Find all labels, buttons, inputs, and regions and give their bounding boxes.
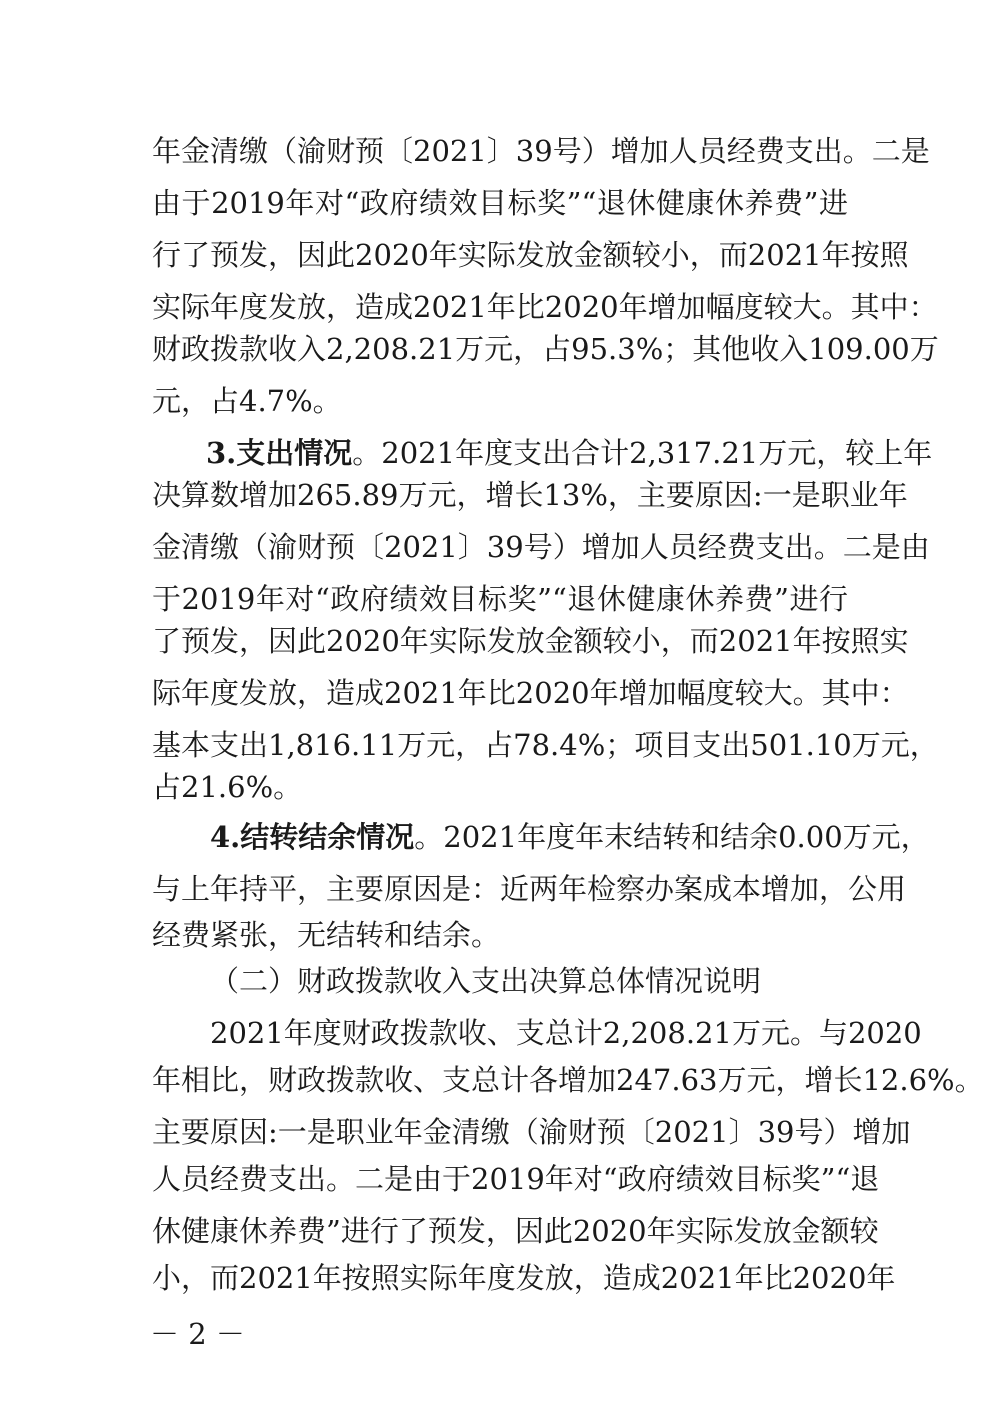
text-line: 基本支出1,816.11万元，占78.4%；项目支出501.10万元， — [152, 728, 939, 762]
text-line: 决算数增加265.89万元，增长13%，主要原因:一是职业年 — [152, 478, 908, 512]
run-in-text: 。2021年度年末结转和结余0.00万元， — [414, 820, 930, 854]
run-in-heading: 4.结转结余情况 — [210, 820, 415, 854]
text-line: 经费紧张，无结转和结余。 — [152, 918, 501, 952]
run-in-heading: 3.支出情况 — [206, 436, 353, 470]
text-line: 于2019年对“政府绩效目标奖”“退休健康休养费”进行 — [152, 582, 848, 616]
text-line: 实际年度发放，造成2021年比2020年增加幅度较大。其中： — [152, 290, 938, 324]
section-3-heading-line — [206, 433, 933, 473]
text-line: 2021年度财政拨款收、支总计2,208.21万元。与2020 — [210, 1016, 922, 1050]
text-line: 人员经费支出。二是由于2019年对“政府绩效目标奖”“退 — [152, 1162, 880, 1196]
text-line: 小，而2021年按照实际年度发放，造成2021年比2020年 — [152, 1261, 896, 1295]
text-line: 了预发，因此2020年实际发放金额较小，而2021年按照实 — [152, 624, 909, 658]
text-line: 年相比，财政拨款收、支总计各增加247.63万元，增长12.6%。 — [152, 1063, 984, 1097]
text-line: 主要原因:一是职业年金清缴（渝财预〔2021〕39号）增加 — [152, 1115, 911, 1149]
text-line: 金清缴（渝财预〔2021〕39号）增加人员经费支出。二是由 — [152, 530, 930, 564]
run-in-text: 。2021年度支出合计2,317.21万元，较上年 — [352, 436, 933, 470]
section-4-heading-line — [210, 817, 930, 857]
page-number: － 2 － — [150, 1317, 245, 1351]
text-line: 财政拨款收入2,208.21万元，占95.3%；其他收入109.00万 — [152, 332, 939, 366]
text-line: 元，占4.7%。 — [152, 384, 342, 418]
text-line: 年金清缴（渝财预〔2021〕39号）增加人员经费支出。二是 — [152, 134, 930, 168]
subsection-heading: （二）财政拨款收入支出决算总体情况说明 — [210, 964, 762, 998]
text-line: 休健康休养费”进行了预发，因此2020年实际发放金额较 — [152, 1214, 879, 1248]
text-line: 行了预发，因此2020年实际发放金额较小，而2021年按照 — [152, 238, 909, 272]
text-line: 与上年持平，主要原因是：近两年检察办案成本增加，公用 — [152, 872, 907, 906]
text-line: 际年度发放，造成2021年比2020年增加幅度较大。其中： — [152, 676, 909, 710]
text-line: 占21.6%。 — [152, 770, 303, 804]
text-line: 由于2019年对“政府绩效目标奖”“退休健康休养费”进 — [152, 186, 848, 220]
